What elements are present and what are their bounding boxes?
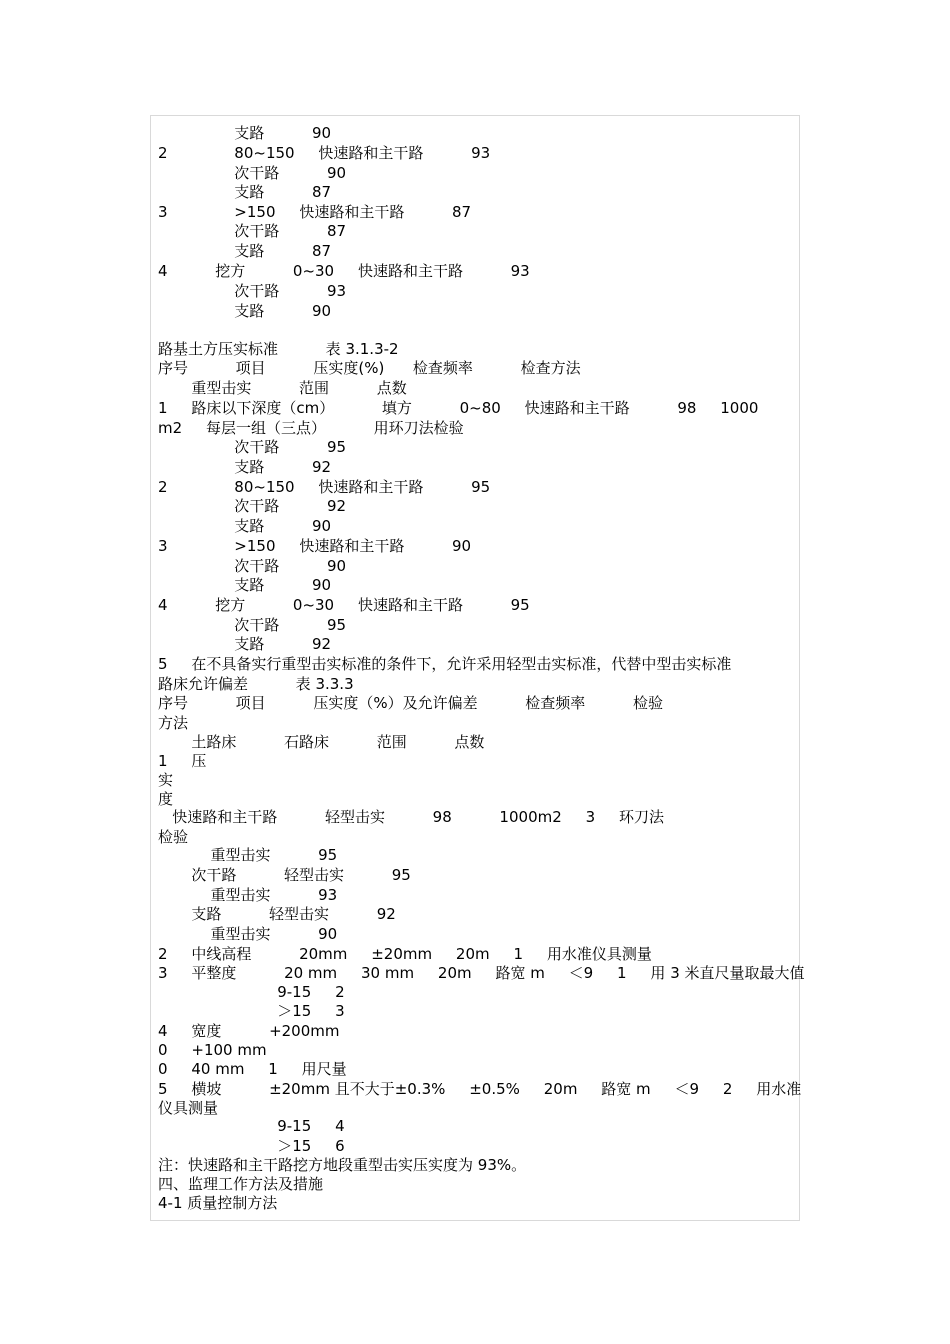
text-line: 实 [158,771,174,789]
text-line: ＞15 3 [158,1002,345,1020]
text-line: 0 40 mm 1 用尺量 [158,1060,347,1078]
table-header: 重型击实 范围 点数 [158,379,407,397]
text-line: 次干路 90 [158,557,347,575]
text-line: 支路 90 [158,576,332,594]
text-line: 次干路 95 [158,616,347,634]
table-header: 方法 [158,714,189,732]
text-line: 重型击实 95 [158,846,338,864]
text-line: 支路 92 [158,458,332,476]
text-line: 3 平整度 20 mm 30 mm 20m 路宽 m ＜9 1 用 3 米直尺量取最大值 [158,964,805,982]
text-line: 次干路 轻型击实 95 [158,866,411,884]
text-line: 快速路和主干路 轻型击实 98 1000m2 3 环刀法 [158,808,664,826]
text-line: 度 [158,790,174,808]
table-caption: 路床允许偏差 表 3.3.3 [158,675,354,693]
text-line: 重型击实 93 [158,886,338,904]
text-line: 0 +100 mm [158,1041,267,1059]
text-line: 支路 90 [158,517,332,535]
text-line: 3 >150 快速路和主干路 90 [158,537,472,555]
text-line: 2 80~150 快速路和主干路 95 [158,478,491,496]
text-line: 次干路 93 [158,282,347,300]
table-header: 土路床 石路床 范围 点数 [158,733,485,751]
text-line: 支路 87 [158,242,332,260]
text-line: 2 80~150 快速路和主干路 93 [158,144,491,162]
text-line: 次干路 90 [158,164,347,182]
text-line: 支路 92 [158,635,332,653]
text-line: 重型击实 90 [158,925,338,943]
table-header: 序号 项目 压实度（%）及允许偏差 检查频率 检验 [158,694,663,712]
text-line: 5 在不具备实行重型击实标准的条件下，允许采用轻型击实标准，代替中型击实标准 [158,655,732,673]
text-line: 次干路 95 [158,438,347,456]
text-line: 支路 90 [158,124,332,142]
text-line: 2 中线高程 20mm ±20mm 20m 1 用水准仪具测量 [158,945,652,963]
text-line: 9-15 4 [158,1117,345,1135]
text-line: 仪具测量 [158,1099,219,1117]
text-line: 1 压 [158,752,207,770]
text-line: 4 挖方 0~30 快速路和主干路 93 [158,262,530,280]
note-text: 注：快速路和主干路挖方地段重型击实压实度为 93%。 [158,1156,527,1174]
text-line: 5 横坡 ±20mm 且不大于±0.3% ±0.5% 20m 路宽 m ＜9 2 用水准 [158,1080,802,1098]
text-line: 9-15 2 [158,983,345,1001]
table-header: 序号 项目 压实度(%) 检查频率 检查方法 [158,359,581,377]
text-line: 支路 90 [158,302,332,320]
text-line: m2 每层一组（三点） 用环刀法检验 [158,419,464,437]
text-line: 次干路 92 [158,497,347,515]
text-line: 1 路床以下深度（cm） 填方 0~80 快速路和主干路 98 1000 [158,399,759,417]
text-line: 3 >150 快速路和主干路 87 [158,203,472,221]
text-line: 4 宽度 +200mm [158,1022,340,1040]
text-line: ＞15 6 [158,1137,345,1155]
text-line: 4 挖方 0~30 快速路和主干路 95 [158,596,530,614]
text-line: 支路 87 [158,183,332,201]
table-caption: 路基土方压实标准 表 3.1.3-2 [158,340,399,358]
text-line: 次干路 87 [158,222,347,240]
text-line: 支路 轻型击实 92 [158,905,396,923]
section-heading: 4-1 质量控制方法 [158,1194,278,1212]
section-heading: 四、监理工作方法及措施 [158,1175,324,1193]
text-line: 检验 [158,828,189,846]
